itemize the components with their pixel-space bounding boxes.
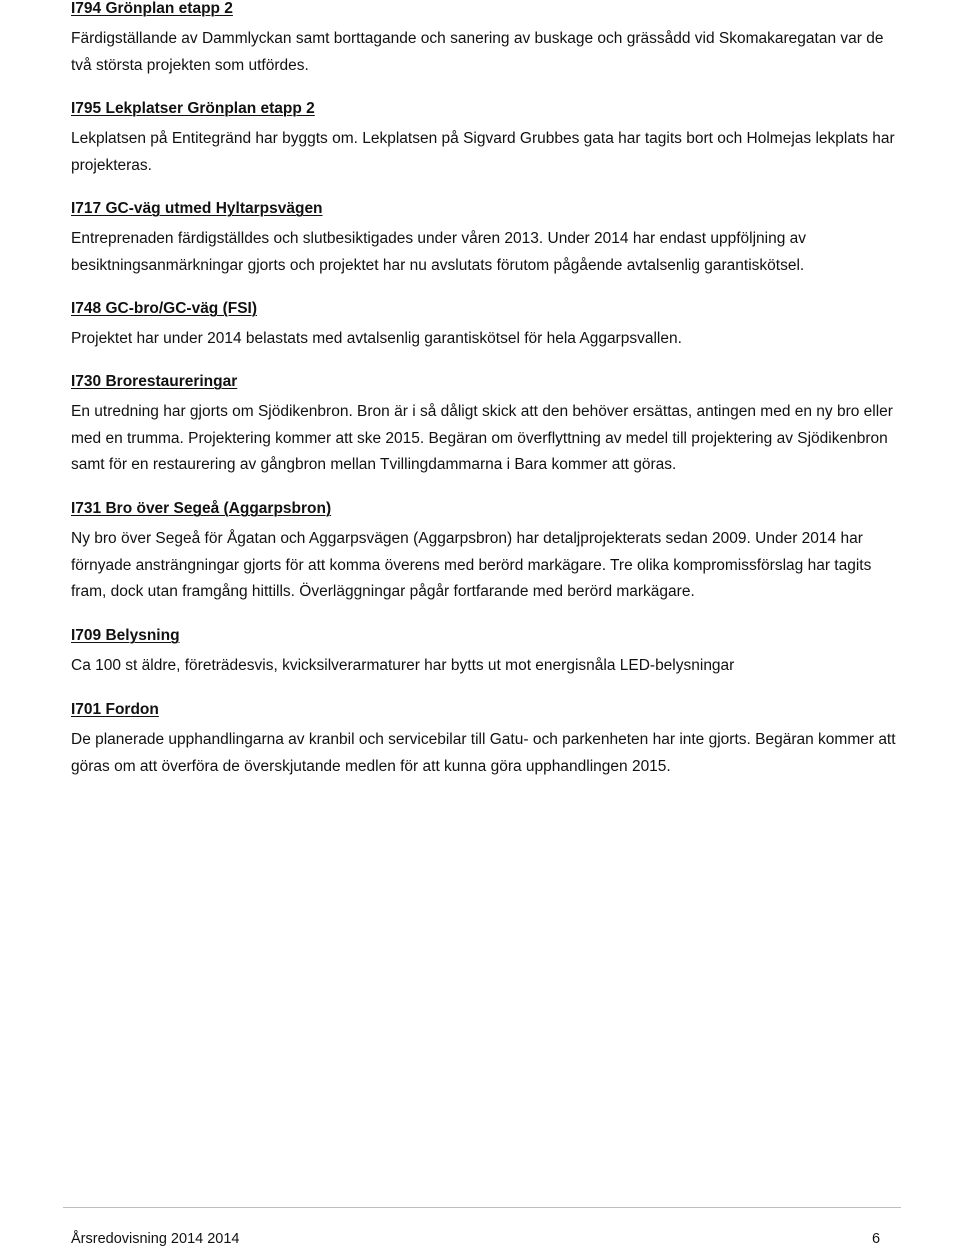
section-i701 bbox=[71, 701, 901, 780]
section-body: Färdigställande av Dammlyckan samt borttagande och sanering av buskage och grässådd vid Skomakaregatan var de två största projekten som utfördes. bbox=[71, 30, 884, 74]
section-i794 bbox=[71, 0, 901, 79]
section-i748 bbox=[71, 300, 901, 353]
section-body: Ny bro över Segeå för Ågatan och Aggarpsvägen (Aggarpsbron) har detaljprojekterats sedan 2009. Under 2014 har förnyade ansträngningar gjorts för att komma överens med berörd markägare. Tre olika kompromissförslag har tagits fram, dock utan framgång hittills. Överläggningar pågår fortfarande med berörd markägare. bbox=[71, 530, 872, 601]
section-body: Ca 100 st äldre, företrädesvis, kvicksilverarmaturer har bytts ut mot energisnåla LED-belysningar bbox=[71, 657, 735, 674]
section-i731 bbox=[71, 500, 901, 606]
section-heading: I795 Lekplatser Grönplan etapp 2 bbox=[71, 100, 315, 117]
section-i730 bbox=[71, 373, 901, 479]
section-heading: I709 Belysning bbox=[71, 627, 180, 644]
section-body: Lekplatsen på Entitegränd har byggts om. Lekplatsen på Sigvard Grubbes gata har tagits bort och Holmejas lekplats har projekteras. bbox=[71, 130, 895, 174]
section-heading: I731 Bro över Segeå (Aggarpsbron) bbox=[71, 500, 332, 517]
section-heading: I730 Brorestaureringar bbox=[71, 373, 238, 390]
footer-divider bbox=[63, 1207, 901, 1208]
section-heading: I701 Fordon bbox=[71, 701, 159, 718]
section-body: Entreprenaden färdigställdes och slutbesiktigades under våren 2013. Under 2014 har endast uppföljning av besiktningsanmärkningar gjorts och projektet har nu avslutats förutom pågående avtalsenlig garantiskötsel. bbox=[71, 230, 807, 274]
section-heading: I748 GC-bro/GC-väg (FSI) bbox=[71, 300, 258, 317]
section-i717 bbox=[71, 200, 901, 279]
section-body: De planerade upphandlingarna av kranbil och servicebilar till Gatu- och parkenheten har inte gjorts. Begäran kommer att göras om att överföra de överskjutande medlen för att kunna göra upphandlingen 2015. bbox=[71, 731, 896, 775]
section-body: En utredning har gjorts om Sjödikenbron. Bron är i så dåligt skick att den behöver ersättas, antingen med en ny bro eller med en trumma. Projektering kommer att ske 2015. Begäran om överflyttning av medel till projektering av Sjödikenbron samt för en restaurering av gångbron mellan Tvillingdammarna i Bara kommer att göras. bbox=[71, 403, 893, 474]
page-number: 6 bbox=[872, 1231, 881, 1247]
section-i795 bbox=[71, 100, 901, 179]
section-body: Projektet har under 2014 belastats med avtalsenlig garantiskötsel för hela Aggarpsvallen. bbox=[71, 330, 682, 347]
section-i709 bbox=[71, 627, 901, 680]
section-heading: I794 Grönplan etapp 2 bbox=[71, 0, 233, 17]
footer-title: Årsredovisning 2014 2014 bbox=[71, 1231, 240, 1247]
section-heading: I717 GC-väg utmed Hyltarpsvägen bbox=[71, 200, 323, 217]
